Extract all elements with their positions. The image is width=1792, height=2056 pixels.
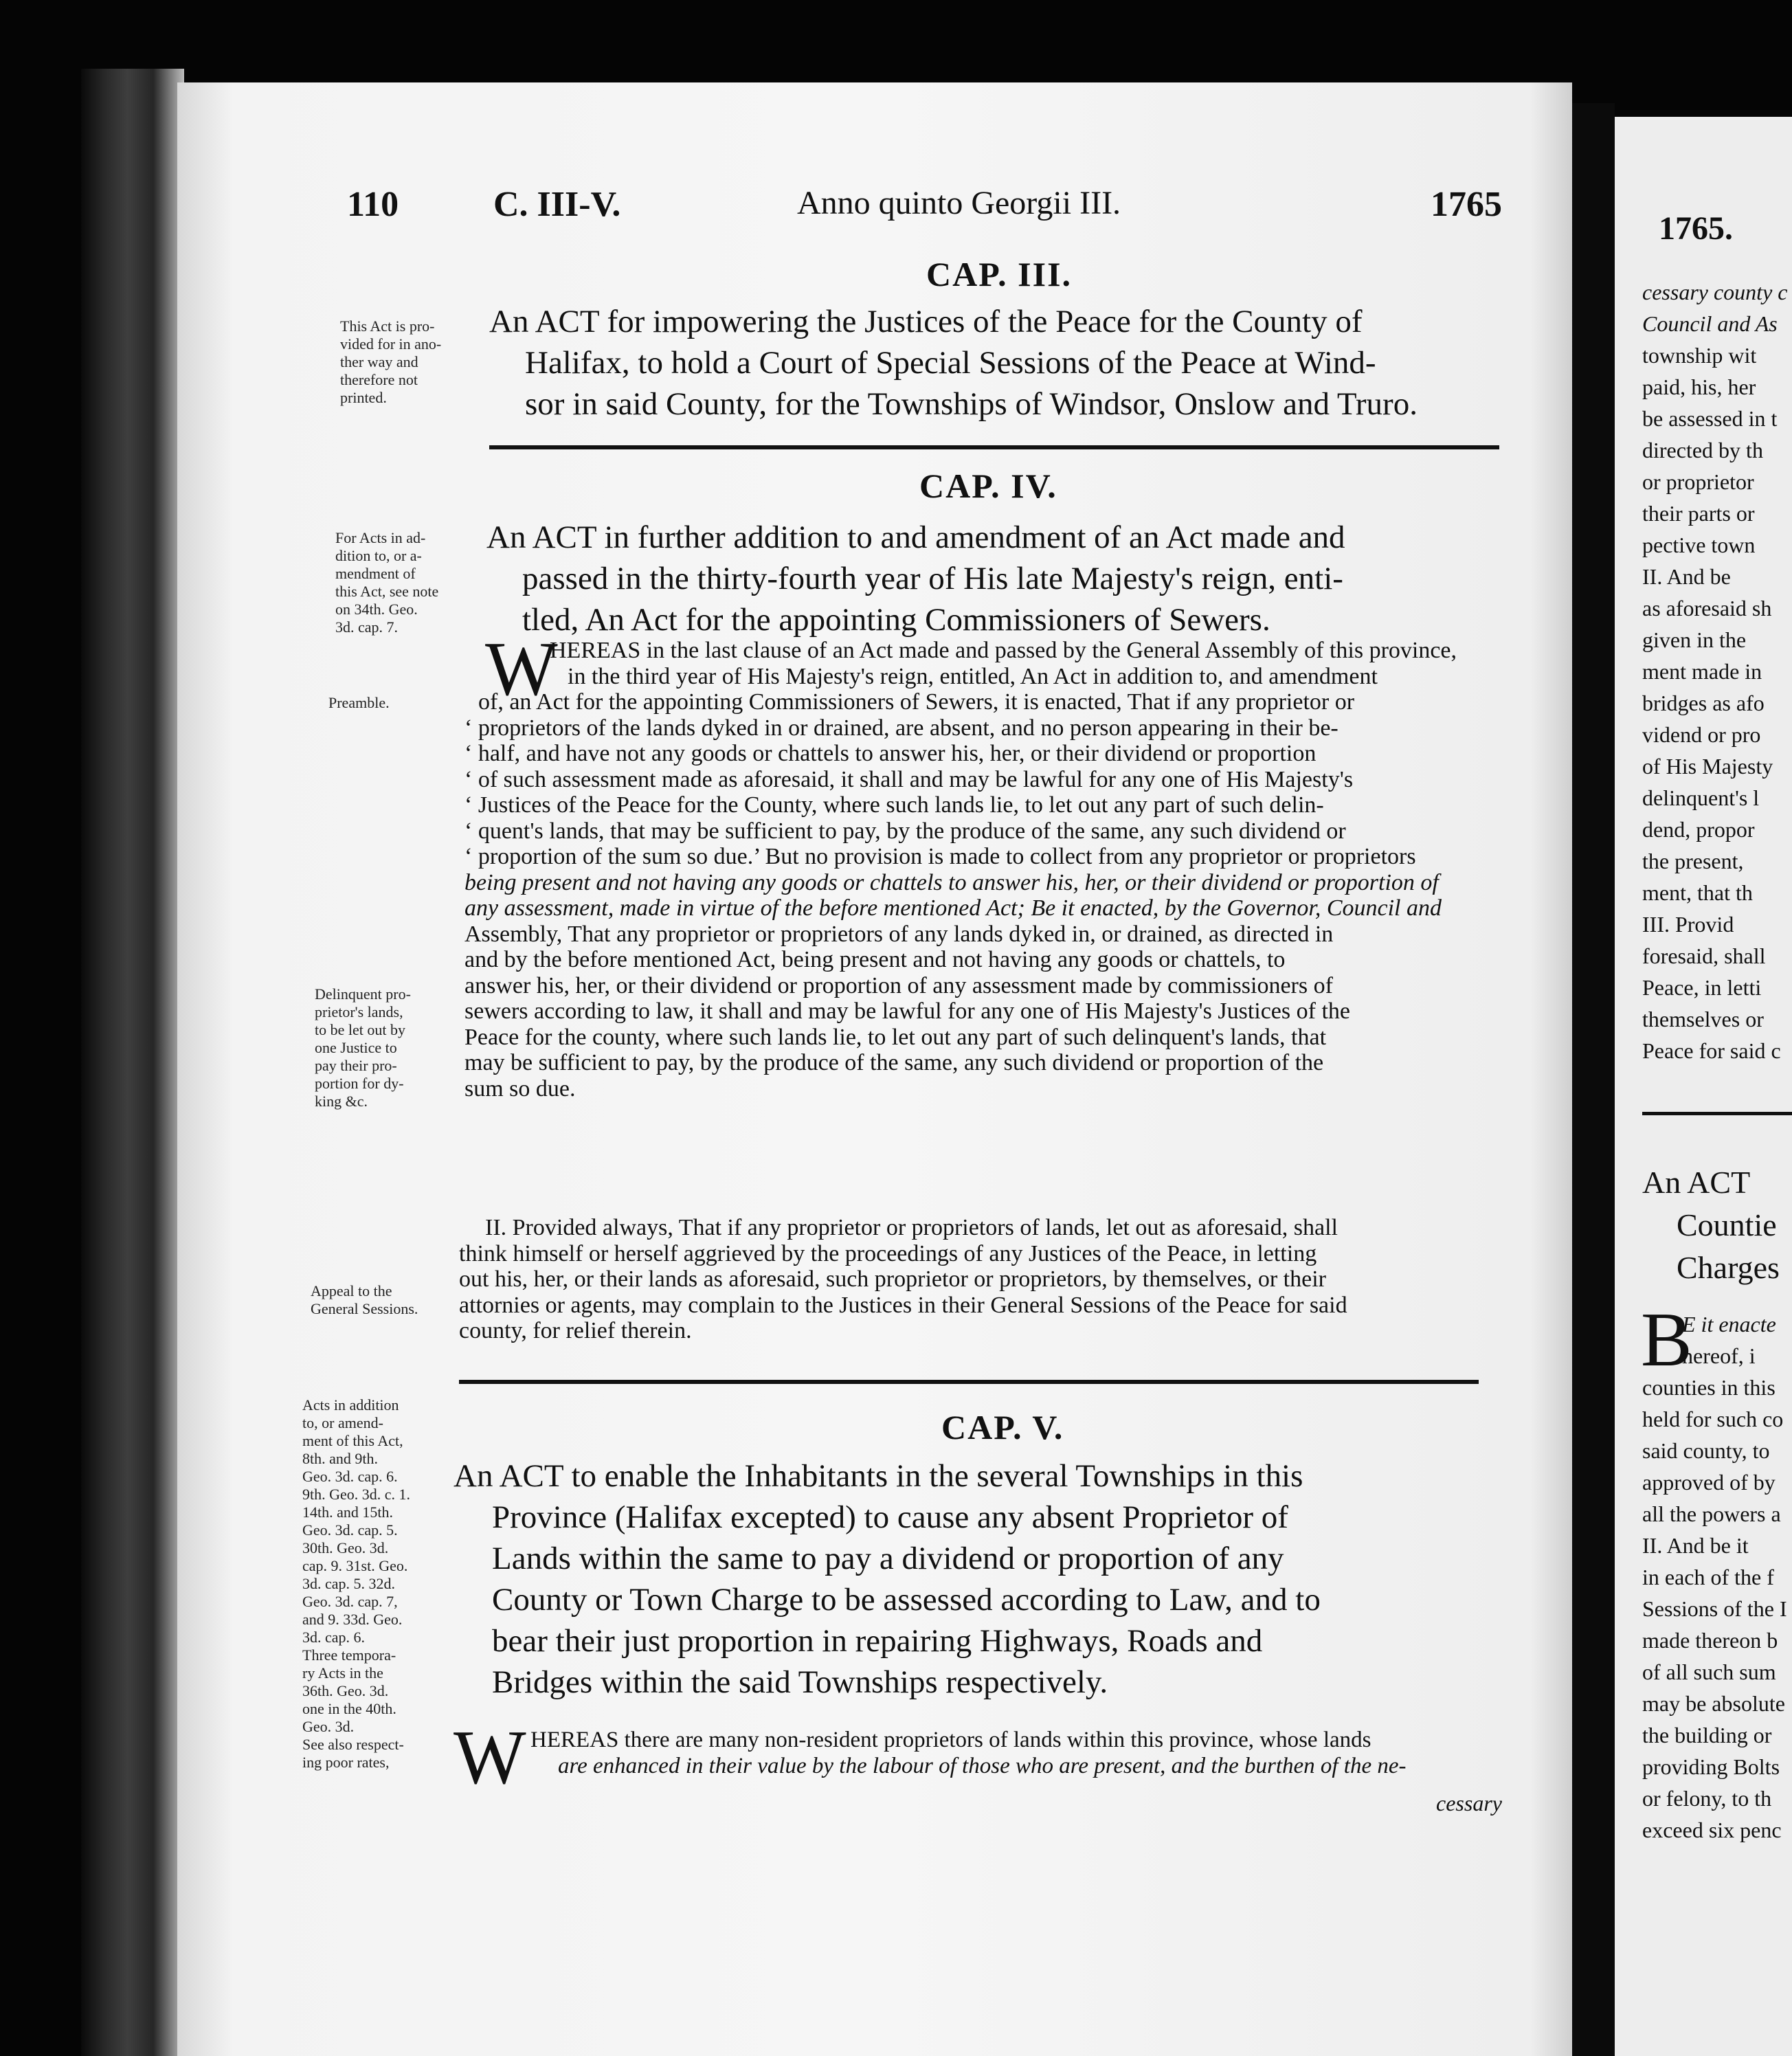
text-line: as aforesaid sh bbox=[1642, 596, 1772, 621]
text-line: ‘ of such assessment made as aforesaid, it shall and may be lawful for any one of His Majesty's bbox=[464, 766, 1354, 792]
text-line: the present, bbox=[1642, 849, 1744, 873]
margin-line: printed. bbox=[340, 389, 387, 406]
text-line: sewers according to law, it shall and may be lawful for any one of His Majesty's Justices of the bbox=[464, 998, 1350, 1024]
text-line: ‘ half, and have not any goods or chattels to answer his, her, or their dividend or proportion bbox=[464, 741, 1317, 766]
text-line: are enhanced in their value by the labour of those who are present, and the burthen of the ne- bbox=[558, 1753, 1407, 1778]
text-line: providing Bolts bbox=[1642, 1754, 1780, 1779]
margin-line: king &c. bbox=[315, 1093, 368, 1110]
text-line: HEREAS in the last clause of an Act made and passed by the General Assembly of this province, bbox=[550, 638, 1457, 663]
margin-line: Three tempora- bbox=[302, 1646, 396, 1664]
text-line: foresaid, shall bbox=[1642, 943, 1766, 968]
text-line: Peace for the county, where such lands lie, to let out any part of such delinquent's lands, that bbox=[464, 1024, 1327, 1050]
text-line: may be absolute bbox=[1642, 1691, 1785, 1716]
year: 1765 bbox=[1431, 185, 1502, 224]
text-line: approved of by bbox=[1642, 1470, 1776, 1495]
text-line: Assembly, That any proprietor or proprietors of any lands dyked in, or drained, as directed in bbox=[464, 921, 1334, 947]
cap4-title-line: passed in the thirty-fourth year of His late Majesty's reign, enti- bbox=[522, 561, 1343, 596]
text-line: counties in this bbox=[1642, 1375, 1776, 1400]
cap5-title-line: Bridges within the said Townships respectively. bbox=[492, 1664, 1108, 1700]
drop-cap: W bbox=[453, 1715, 526, 1800]
text-line: II. Provided always, That if any proprietor or proprietors of lands, let out as aforesaid, shall bbox=[485, 1215, 1338, 1240]
margin-line: Delinquent pro- bbox=[315, 985, 411, 1003]
text-line: their parts or bbox=[1642, 501, 1755, 526]
text-line: county, for relief therein. bbox=[459, 1318, 692, 1343]
text-line: dend, propor bbox=[1642, 817, 1755, 842]
cap5-preamble bbox=[453, 1728, 1407, 1779]
margin-line: 3d. cap. 5. 32d. bbox=[302, 1575, 396, 1592]
margin-line: 36th. Geo. 3d. bbox=[302, 1682, 389, 1699]
cap4-title bbox=[486, 517, 1503, 640]
cap3-title-line: Halifax, to hold a Court of Special Sessions of the Peace at Wind- bbox=[525, 345, 1376, 381]
text-line: any assessment, made in virtue of the before mentioned Act; Be it enacted, by the Governor, Council and bbox=[464, 895, 1442, 921]
cap5-title-line: Lands within the same to pay a dividend or proportion of any bbox=[492, 1541, 1284, 1576]
text-line: ment, that th bbox=[1642, 880, 1753, 905]
text-line: township wit bbox=[1642, 343, 1757, 368]
margin-line: one Justice to bbox=[315, 1039, 397, 1056]
text-line: attornies or agents, may complain to the Justices in their General Sessions of the Peace for said bbox=[459, 1292, 1347, 1318]
running-title: Anno quinto Georgii III. bbox=[797, 185, 1121, 221]
text-line: Council and As bbox=[1642, 311, 1778, 336]
cap3-heading: CAP. III. bbox=[926, 255, 1073, 293]
catchword: cessary bbox=[1436, 1791, 1502, 1815]
text-line: II. And be bbox=[1642, 564, 1731, 589]
text-line: given in the bbox=[1642, 627, 1747, 652]
facing-text-bottom bbox=[1641, 1297, 1787, 1846]
margin-line: General Sessions. bbox=[311, 1300, 418, 1317]
cap5-heading: CAP. V. bbox=[941, 1408, 1064, 1446]
cap4-title-line: tled, An Act for the appointing Commissioners of Sewers. bbox=[522, 602, 1270, 638]
margin-line: Acts in addition bbox=[302, 1396, 399, 1414]
margin-line: 3d. cap. 7. bbox=[335, 618, 399, 636]
margin-line: 30th. Geo. 3d. bbox=[302, 1539, 389, 1556]
text-line: Peace, in letti bbox=[1642, 975, 1762, 1000]
cap5-title-line: bear their just proportion in repairing Highways, Roads and bbox=[492, 1623, 1263, 1659]
text-line: ‘ proprietors of the lands dyked in or drained, are absent, and no person appearing in their be- bbox=[464, 715, 1339, 741]
text-line: III. Provid bbox=[1642, 912, 1734, 937]
cap5-title bbox=[453, 1455, 1484, 1703]
margin-line: 14th. and 15th. bbox=[302, 1504, 393, 1521]
margin-line: this Act, see note bbox=[335, 583, 439, 600]
margin-line: ry Acts in the bbox=[302, 1664, 383, 1681]
text-line: think himself or herself aggrieved by the proceedings of any Justices of the Peace, in letting bbox=[459, 1240, 1317, 1266]
margin-line: Geo. 3d. bbox=[302, 1718, 355, 1735]
drop-cap: W bbox=[485, 627, 558, 712]
text-line: all the powers a bbox=[1642, 1501, 1781, 1526]
margin-line: mendment of bbox=[335, 565, 416, 582]
section-rule bbox=[459, 1380, 1479, 1384]
text-line: of all such sum bbox=[1642, 1660, 1776, 1684]
text-line: vidend or pro bbox=[1642, 722, 1761, 747]
facing-act-title bbox=[1642, 1161, 1780, 1289]
margin-line: dition to, or a- bbox=[335, 547, 422, 564]
text-line: in each of the f bbox=[1642, 1565, 1774, 1589]
text-line: exceed six penc bbox=[1642, 1818, 1782, 1842]
text-line: made thereon b bbox=[1642, 1628, 1778, 1653]
facing-text bbox=[1642, 276, 1787, 1066]
cap5-title-line: An ACT to enable the Inhabitants in the several Townships in this bbox=[453, 1458, 1303, 1494]
cap5-title-line: Province (Halifax excepted) to cause any absent Proprietor of bbox=[492, 1499, 1288, 1535]
text-line: the building or bbox=[1642, 1723, 1772, 1747]
margin-line: ment of this Act, bbox=[302, 1432, 403, 1449]
margin-line: 9th. Geo. 3d. c. 1. bbox=[302, 1486, 411, 1503]
text-line: or felony, to th bbox=[1642, 1786, 1772, 1811]
text-line: E it enacte bbox=[1682, 1312, 1776, 1337]
text-line: II. And be it bbox=[1642, 1533, 1749, 1558]
margin-line: one in the 40th. bbox=[302, 1700, 396, 1717]
text-line: Countie bbox=[1677, 1207, 1777, 1242]
text-line: and by the before mentioned Act, being present and not having any goods or chattels, to bbox=[464, 947, 1286, 972]
text-line: be assessed in t bbox=[1642, 406, 1778, 431]
text-line: cessary county c bbox=[1642, 280, 1788, 304]
text-line: sum so due. bbox=[464, 1075, 576, 1102]
margin-line: Geo. 3d. cap. 5. bbox=[302, 1521, 398, 1539]
margin-line: cap. 9. 31st. Geo. bbox=[302, 1557, 408, 1574]
text-line: hereof, i bbox=[1682, 1343, 1756, 1368]
margin-line: For Acts in ad- bbox=[335, 529, 426, 546]
margin-line: portion for dy- bbox=[315, 1075, 404, 1092]
page-number: 110 bbox=[347, 185, 399, 224]
margin-line: Geo. 3d. cap. 6. bbox=[302, 1468, 398, 1485]
margin-line: prietor's lands, bbox=[315, 1003, 403, 1020]
margin-line: to, or amend- bbox=[302, 1414, 383, 1431]
page-gutter bbox=[1572, 103, 1615, 2056]
text-line: out his, her, or their lands as aforesaid, such proprietor or proprietors, by themselves, or their bbox=[459, 1266, 1326, 1292]
text-line: ‘ Justices of the Peace for the County, where such lands lie, to let out any part of such delin- bbox=[464, 792, 1324, 818]
facing-year: 1765. bbox=[1659, 210, 1733, 247]
cap5-margin-note bbox=[302, 1396, 410, 1772]
text-line: of His Majesty bbox=[1642, 754, 1773, 779]
cap4-margin-note-amendments bbox=[335, 529, 438, 636]
margin-line: This Act is pro- bbox=[340, 317, 435, 335]
margin-line: therefore not bbox=[340, 371, 418, 388]
cap3-title bbox=[489, 301, 1508, 425]
text-line: paid, his, her bbox=[1642, 375, 1756, 399]
text-line: HEREAS there are many non-resident proprietors of lands within this province, whose lands bbox=[530, 1728, 1371, 1752]
cap5-title-line: County or Town Charge to be assessed according to Law, and to bbox=[492, 1582, 1321, 1618]
margin-line: See also respect- bbox=[302, 1736, 404, 1753]
text-line: delinquent's l bbox=[1642, 785, 1760, 810]
cap4-margin-note-appeal bbox=[311, 1282, 418, 1318]
margin-line: 8th. and 9th. bbox=[302, 1450, 378, 1467]
text-line: or proprietor bbox=[1642, 469, 1754, 494]
margin-line: and 9. 33d. Geo. bbox=[302, 1611, 403, 1628]
cap3-title-line: sor in said County, for the Townships of Windsor, Onslow and Truro. bbox=[525, 386, 1418, 422]
cap4-margin-note-delinquent bbox=[315, 985, 411, 1110]
chapter-range: C. III-V. bbox=[493, 185, 621, 224]
cap3-title-line: An ACT for impowering the Justices of the Peace for the County of bbox=[489, 304, 1363, 339]
text-line: being present and not having any goods or chattels to answer his, her, or their dividend or proportion of bbox=[464, 869, 1439, 895]
margin-line: 3d. cap. 6. bbox=[302, 1629, 366, 1646]
text-line: themselves or bbox=[1642, 1007, 1764, 1031]
right-page bbox=[1615, 117, 1792, 2056]
cap4-preamble bbox=[464, 638, 1457, 1102]
book-spine bbox=[81, 69, 184, 2056]
text-line: may be sufficient to pay, by the produce of the same, any such dividend or proportion of the bbox=[464, 1050, 1324, 1075]
text-line: pective town bbox=[1642, 533, 1756, 557]
cap3-margin-note bbox=[340, 317, 441, 407]
margin-line: to be let out by bbox=[315, 1021, 405, 1038]
margin-line: pay their pro- bbox=[315, 1057, 397, 1074]
cap4-title-line: An ACT in further addition to and amendment of an Act made and bbox=[486, 519, 1345, 555]
margin-line: on 34th. Geo. bbox=[335, 601, 418, 618]
text-line: of, an Act for the appointing Commissioners of Sewers, it is enacted, That if any proprietor or bbox=[478, 689, 1355, 715]
section-rule bbox=[1642, 1112, 1792, 1115]
text-line: An ACT bbox=[1642, 1165, 1751, 1200]
text-line: Sessions of the I bbox=[1642, 1596, 1787, 1621]
text-line: directed by th bbox=[1642, 438, 1763, 462]
text-line: in the third year of His Majesty's reign, entitled, An Act in addition to, and amendment bbox=[568, 663, 1378, 689]
section-rule bbox=[489, 445, 1499, 449]
text-line: bridges as afo bbox=[1642, 691, 1765, 715]
margin-line: Geo. 3d. cap. 7, bbox=[302, 1593, 398, 1610]
cap4-margin-preamble: Preamble. bbox=[328, 694, 390, 711]
text-line: ‘ proportion of the sum so due.’ But no provision is made to collect from any proprietor or proprietors bbox=[464, 844, 1416, 869]
text-line: ‘ quent's lands, that may be sufficient to pay, by the produce of the same, any such dividend or bbox=[464, 818, 1346, 844]
margin-line: vided for in ano- bbox=[340, 335, 442, 353]
text-line: said county, to bbox=[1642, 1438, 1770, 1463]
text-line: Charges bbox=[1677, 1250, 1780, 1285]
cap4-heading: CAP. IV. bbox=[919, 467, 1057, 505]
drop-cap: B bbox=[1641, 1297, 1692, 1383]
text-line: held for such co bbox=[1642, 1407, 1784, 1431]
text-line: ment made in bbox=[1642, 659, 1762, 684]
margin-line: ther way and bbox=[340, 353, 418, 370]
text-line: answer his, her, or their dividend or proportion of any assessment made by commissioners of bbox=[464, 972, 1333, 998]
margin-line: Appeal to the bbox=[311, 1282, 392, 1299]
margin-line: ing poor rates, bbox=[302, 1754, 390, 1771]
cap4-section-2 bbox=[459, 1215, 1347, 1344]
text-line: Peace for said c bbox=[1642, 1038, 1781, 1063]
